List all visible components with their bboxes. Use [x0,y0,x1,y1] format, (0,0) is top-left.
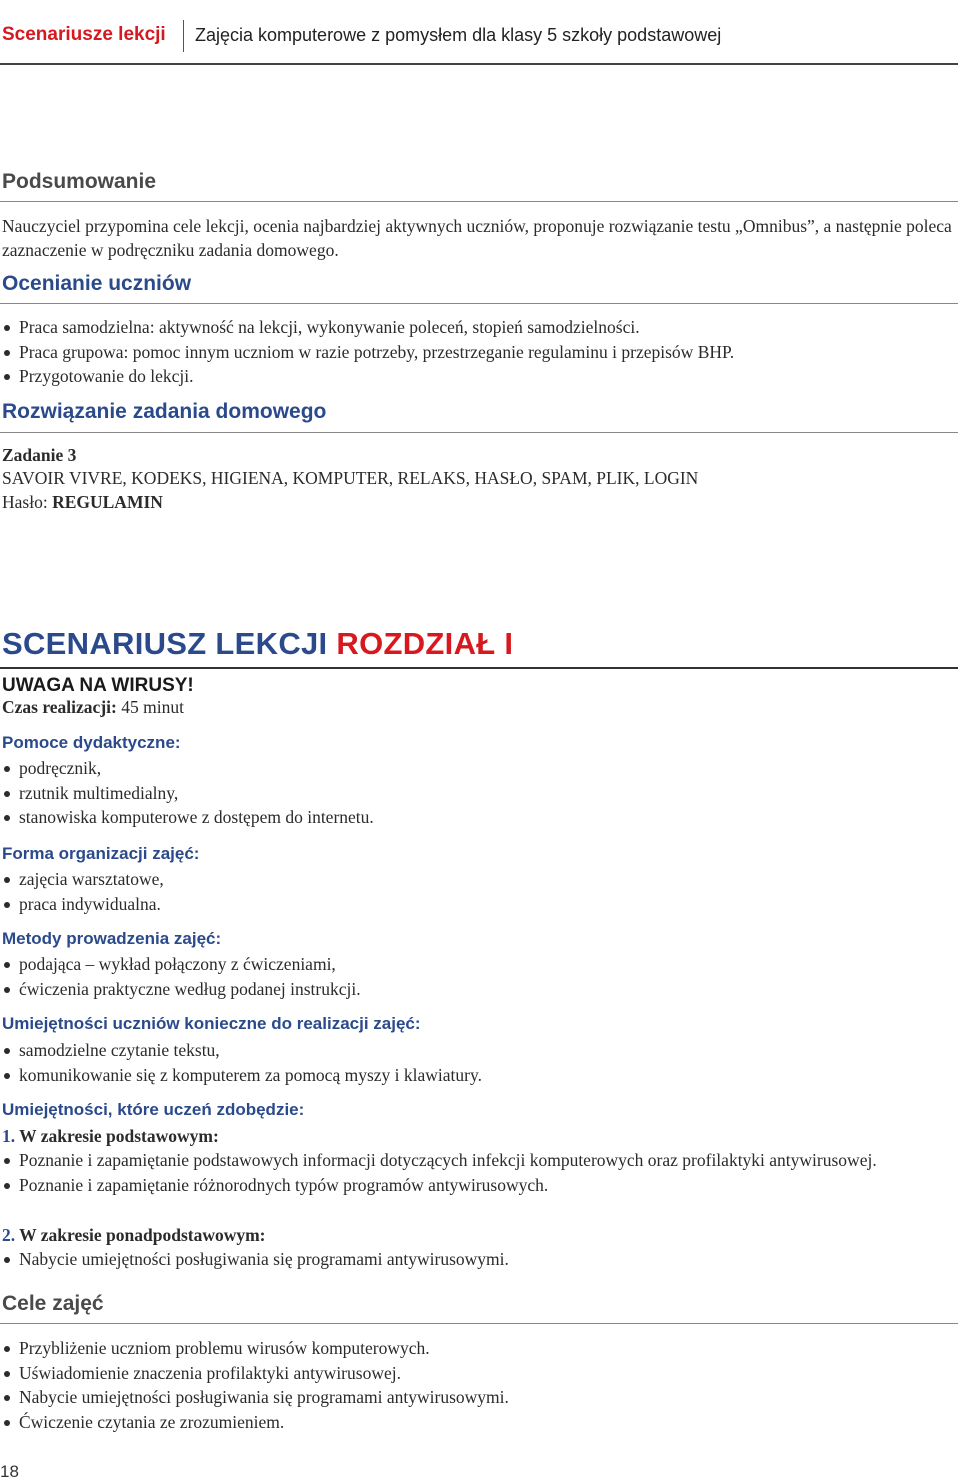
list-item: komunikowanie się z komputerem za pomocą myszy i klawiatury. [2,1063,482,1088]
advanced-scope-text: W zakresie ponadpodstawowym: [15,1225,266,1245]
lesson-time [2,695,184,719]
header-brand: Scenariusze lekcji [2,24,166,45]
list-item: Nabycie umiejętności posługiwania się programami antywirusowymi. [2,1247,509,1272]
gained-skills-heading: Umiejętności, które uczeń zdobędzie: [2,1100,305,1119]
grading-list [2,315,734,389]
page-number: 18 [0,1462,19,1481]
chapter-title-main: SCENARIUSZ LEKCJI [2,626,337,661]
list-item: Przybliżenie uczniom problemu wirusów komputerowych. [2,1336,509,1361]
goals-list [2,1336,509,1434]
password-value: REGULAMIN [52,492,163,512]
list-item: Poznanie i zapamiętanie różnorodnych typów programów antywirusowych. [2,1173,957,1198]
organization-list [2,867,164,916]
list-item: praca indywidualna. [2,892,164,917]
chapter-title [2,626,513,662]
chapter-rule [0,667,958,669]
header-separator [183,20,184,52]
homework-rule [0,432,958,433]
goals-rule [0,1323,958,1324]
advanced-scope-number: 2. [2,1225,16,1245]
grading-rule [0,303,958,304]
list-item: ćwiczenia praktyczne według podanej instrukcji. [2,977,361,1002]
list-item: stanowiska komputerowe z dostępem do internetu. [2,805,374,830]
methods-heading: Metody prowadzenia zajęć: [2,929,222,948]
list-item: Nabycie umiejętności posługiwania się programami antywirusowymi. [2,1385,509,1410]
list-item: zajęcia warsztatowe, [2,867,164,892]
homework-words: SAVOIR VIVRE, KODEKS, HIGIENA, KOMPUTER, RELAKS, HASŁO, SPAM, PLIK, LOGIN [2,468,699,488]
aids-heading: Pomoce dydaktyczne: [2,733,181,752]
list-item: podręcznik, [2,756,374,781]
grading-heading: Ocenianie uczniów [2,272,192,295]
advanced-skills-list [2,1247,509,1272]
goals-heading: Cele zajęć [2,1292,104,1315]
list-item: podająca – wykład połączony z ćwiczeniami, [2,952,361,977]
time-value: 45 minut [116,697,184,717]
time-label: Czas realizacji: [2,697,117,717]
summary-rule [0,201,958,202]
homework-password [2,490,163,514]
list-item: Praca grupowa: pomoc innym uczniom w razie potrzeby, przestrzeganie regulaminu i przepisów BHP. [2,340,734,365]
list-item: Ćwiczenie czytania ze zrozumieniem. [2,1410,509,1435]
list-item: rzutnik multimedialny, [2,781,374,806]
advanced-scope-label [2,1223,266,1247]
homework-heading: Rozwiązanie zadania domowego [2,400,327,423]
lesson-title: UWAGA NA WIRUSY! [2,675,194,696]
page-header [0,18,960,54]
aids-list [2,756,374,830]
basic-skills-list [2,1148,957,1197]
summary-heading: Podsumowanie [2,170,157,193]
basic-scope-label [2,1124,219,1148]
list-item: samodzielne czytanie tekstu, [2,1038,482,1063]
basic-scope-text: W zakresie podstawowym: [15,1126,219,1146]
required-skills-heading: Umiejętności uczniów konieczne do realizacji zajęć: [2,1014,421,1033]
methods-list [2,952,361,1001]
chapter-title-accent: ROZDZIAŁ I [336,626,514,661]
summary-text: Nauczyciel przypomina cele lekcji, ocenia najbardziej aktywnych uczniów, proponuje rozwiązanie testu „Omnibus”, a następnie poleca zaznaczenie w podręczniku zadania domowego. [2,216,952,260]
header-rule [0,63,958,65]
list-item: Uświadomienie znaczenia profilaktyki antywirusowej. [2,1361,509,1386]
list-item: Praca samodzielna: aktywność na lekcji, wykonywanie poleceń, stopień samodzielności. [2,315,734,340]
organization-heading: Forma organizacji zajęć: [2,844,200,863]
list-item: Przygotowanie do lekcji. [2,364,734,389]
header-subtitle: Zajęcia komputerowe z pomysłem dla klasy 5 szkoły podstawowej [195,25,722,45]
required-skills-list [2,1038,482,1087]
homework-task-label: Zadanie 3 [2,445,77,465]
password-label: Hasło: [2,492,53,512]
basic-scope-number: 1. [2,1126,16,1146]
list-item: Poznanie i zapamiętanie podstawowych informacji dotyczących infekcji komputerowych oraz profilaktyki antywirusowej. [2,1148,957,1173]
